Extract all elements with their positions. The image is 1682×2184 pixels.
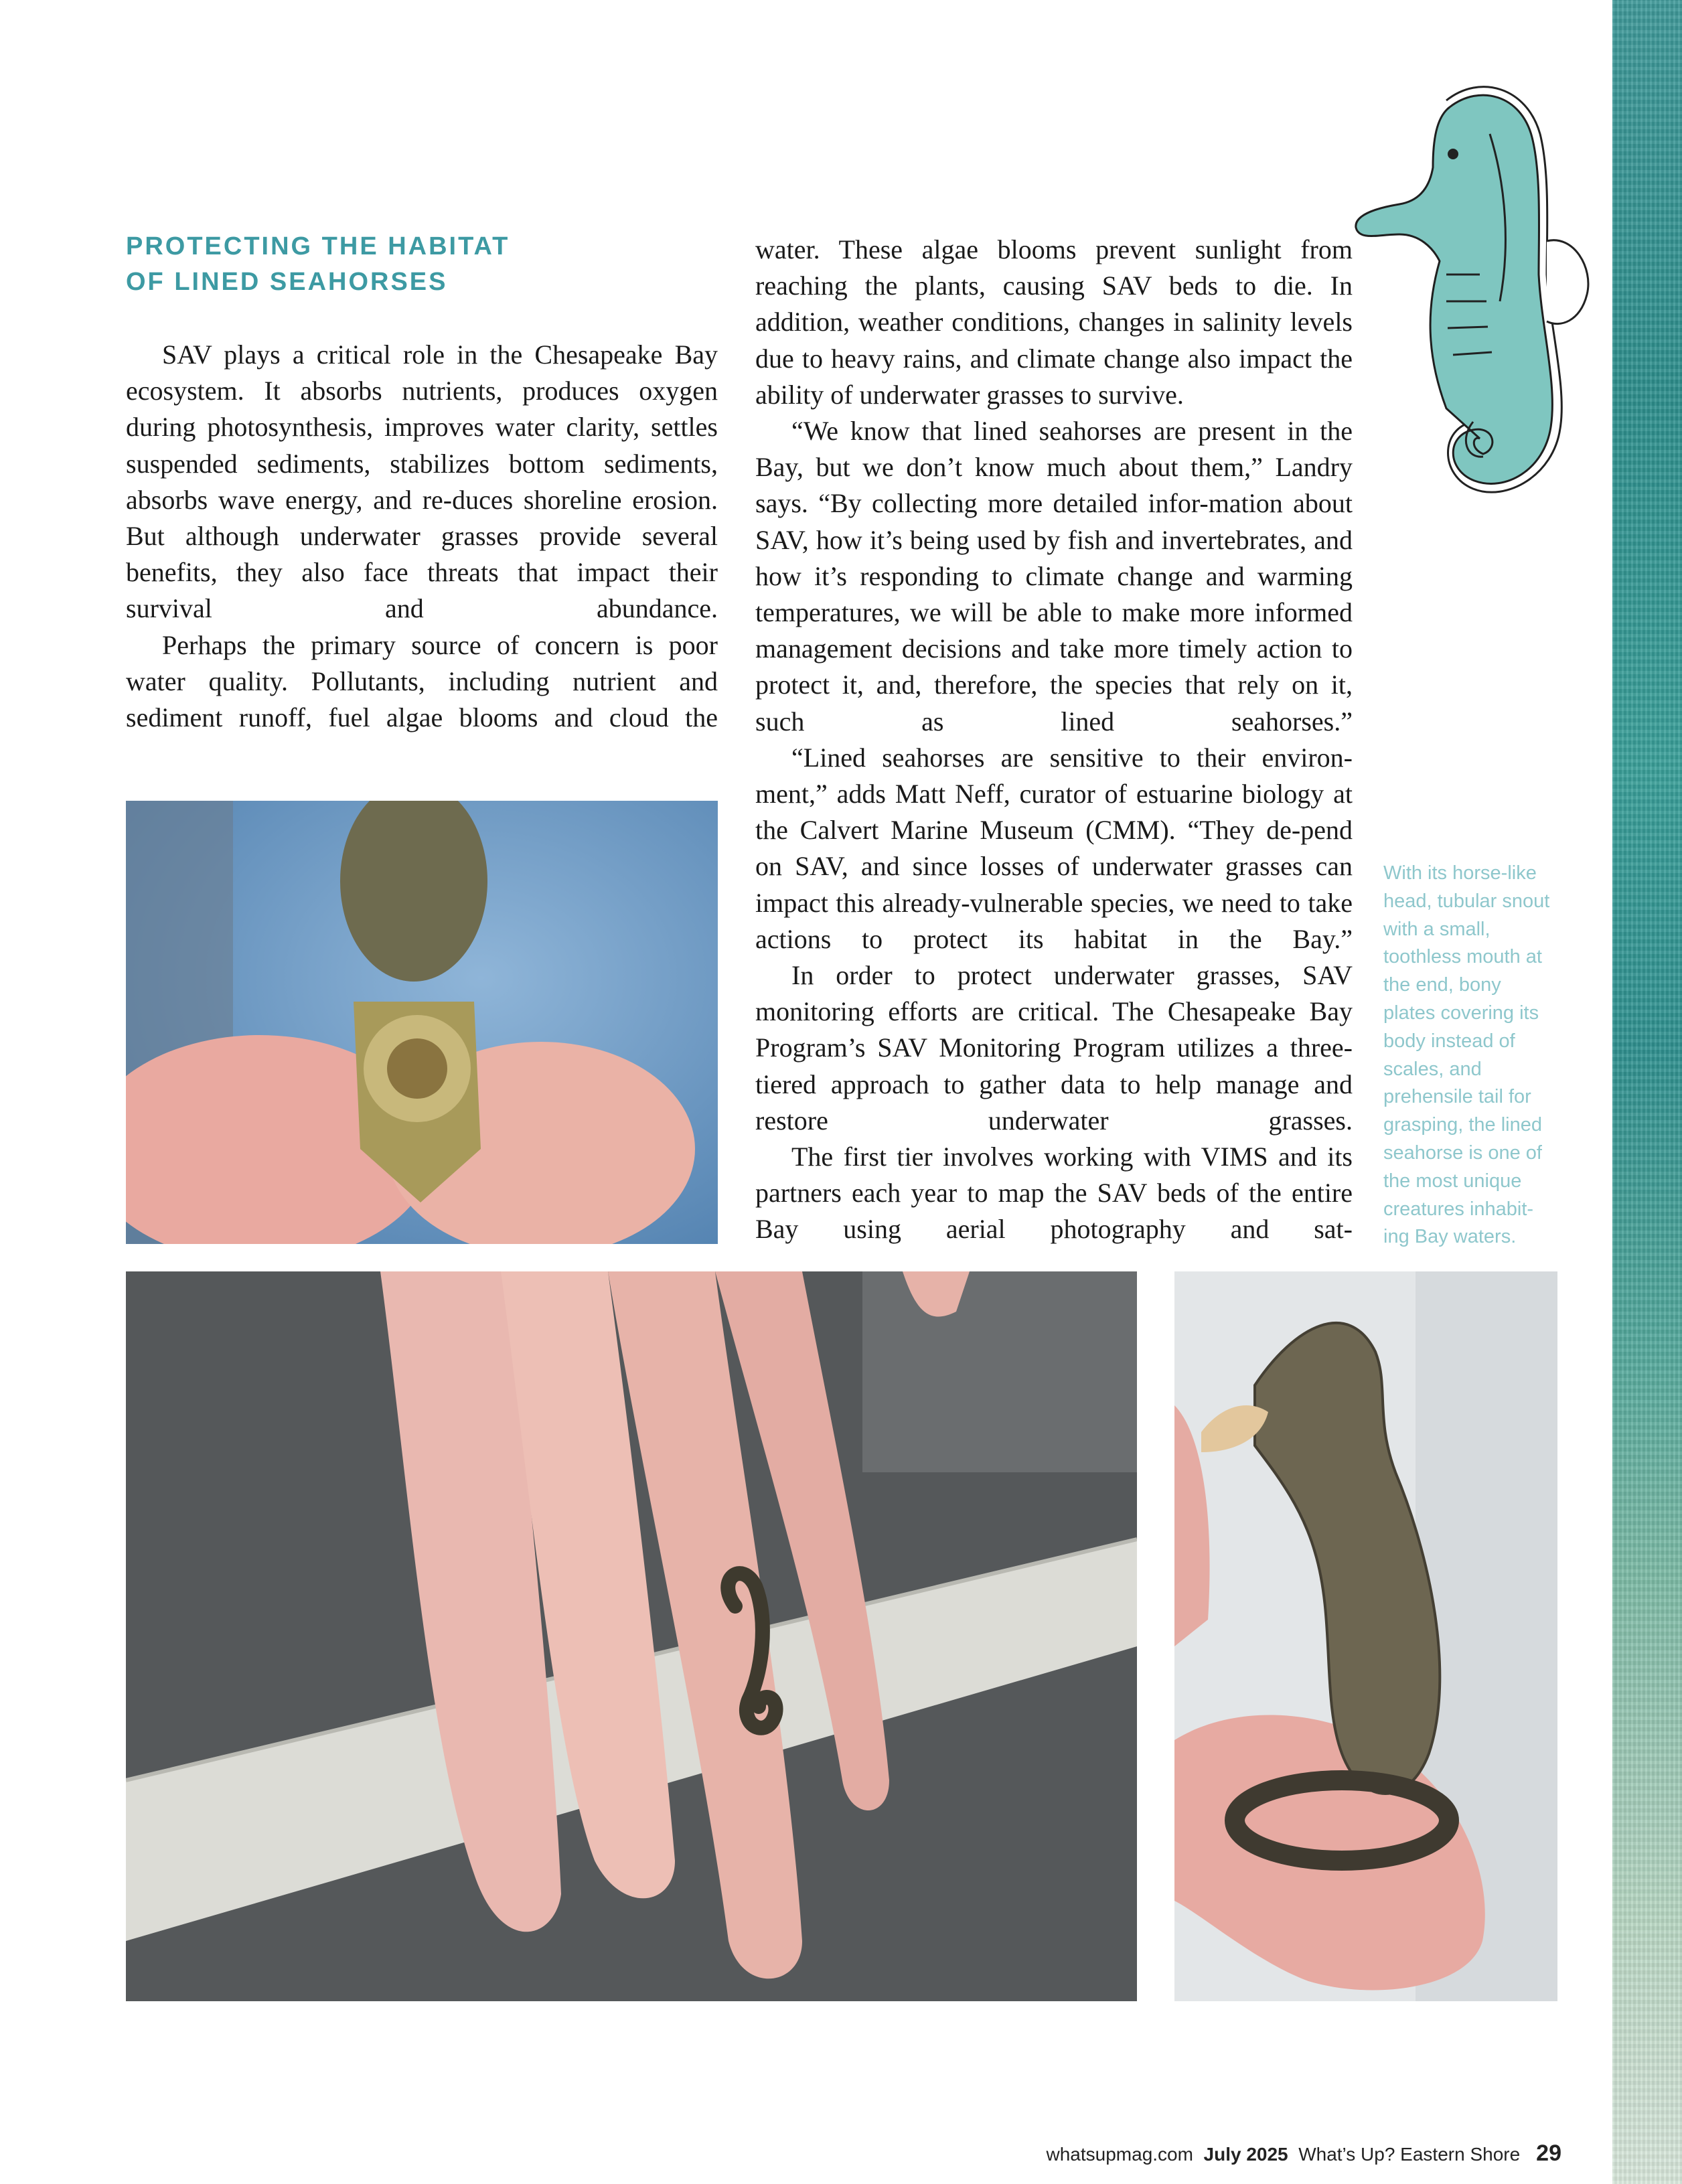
paragraph: SAV plays a critical role in the Chesapeake Bay ecosystem. It absorbs nutrients, produces oxygen during photosynthesis, improves water clarity, settles suspended sediments, stabilizes bottom sediments, absorbs wave energy, and re-duces shoreline erosion. But although underwater grasses provide several benefits, they also face threats that impact their survival and abundance. [126,339,718,624]
page-number: 29 [1536,2140,1561,2166]
paragraph: In order to protect underwater grasses, SAV monitoring efforts are critical. The Chesapeake Bay Program’s SAV Monitoring Program utilizes a three-tiered approach to gather data to help manage and restore underwater grasses. [755,960,1353,1136]
heading-line-2: OF LINED SEAHORSES [126,268,448,296]
footer-date: July 2025 [1203,2144,1288,2165]
photo-caption: With its horse-like head, tubular snout with a small, toothless mouth at the end, bony plates covering its body instead of scales, and prehensile tail for grasping, the lined seahorse is one of the most unique creatures inhabit-ing Bay waters. [1383,862,1550,1248]
paragraph: water. These algae blooms prevent sunlight from reaching the plants, causing SAV beds to die. In addition, weather conditions, changes in salinity levels due to heavy rains, and climate change also impact the ability of underwater grasses to survive. [755,234,1353,410]
section-heading [126,229,595,300]
article-column-right [755,232,1353,1248]
paragraph: “Lined seahorses are sensitive to their environ-ment,” adds Matt Neff, curator of estuarine biology at the Calvert Marine Museum (CMM). “They de-pend on SAV, and since losses of underwater grasses can impact this already-vulnerable species, we need to take actions to protect its habitat in the Bay.” [755,742,1353,954]
article-column-left [126,337,718,736]
footer-publication: What’s Up? Eastern Shore [1298,2144,1521,2165]
footer-site: whatsupmag.com [1046,2144,1193,2165]
paragraph: The first tier involves working with VIMS and its partners each year to map the SAV beds of the entire Bay using aerial photography and sat- [755,1142,1353,1245]
paragraph: “We know that lined seahorses are present in the Bay, but we don’t know much about them,” Landry says. “By collecting more detailed infor-mation about SAV, how it’s being used by fish and invertebrates, and how it’s responding to climate change and warming temperatures, we will be able to make more informed management decisions and take more timely action to protect it, and, therefore, the species that rely on it, such as lined seahorses.” [755,416,1353,736]
heading-line-1: PROTECTING THE HABITAT [126,232,510,260]
seahorse-illustration [1346,74,1600,529]
paragraph: Perhaps the primary source of concern is poor water quality. Pollutants, including nutrient and sediment runoff, fuel algae blooms and cloud the [126,629,718,733]
photo-seahorse-on-finger [1174,1271,1557,2001]
photo-seahorse-snout [126,801,718,1244]
photo-seahorse-on-fingers [126,1271,1137,2001]
decorative-teal-edge [1612,0,1682,2184]
page-footer [1047,2140,1561,2167]
